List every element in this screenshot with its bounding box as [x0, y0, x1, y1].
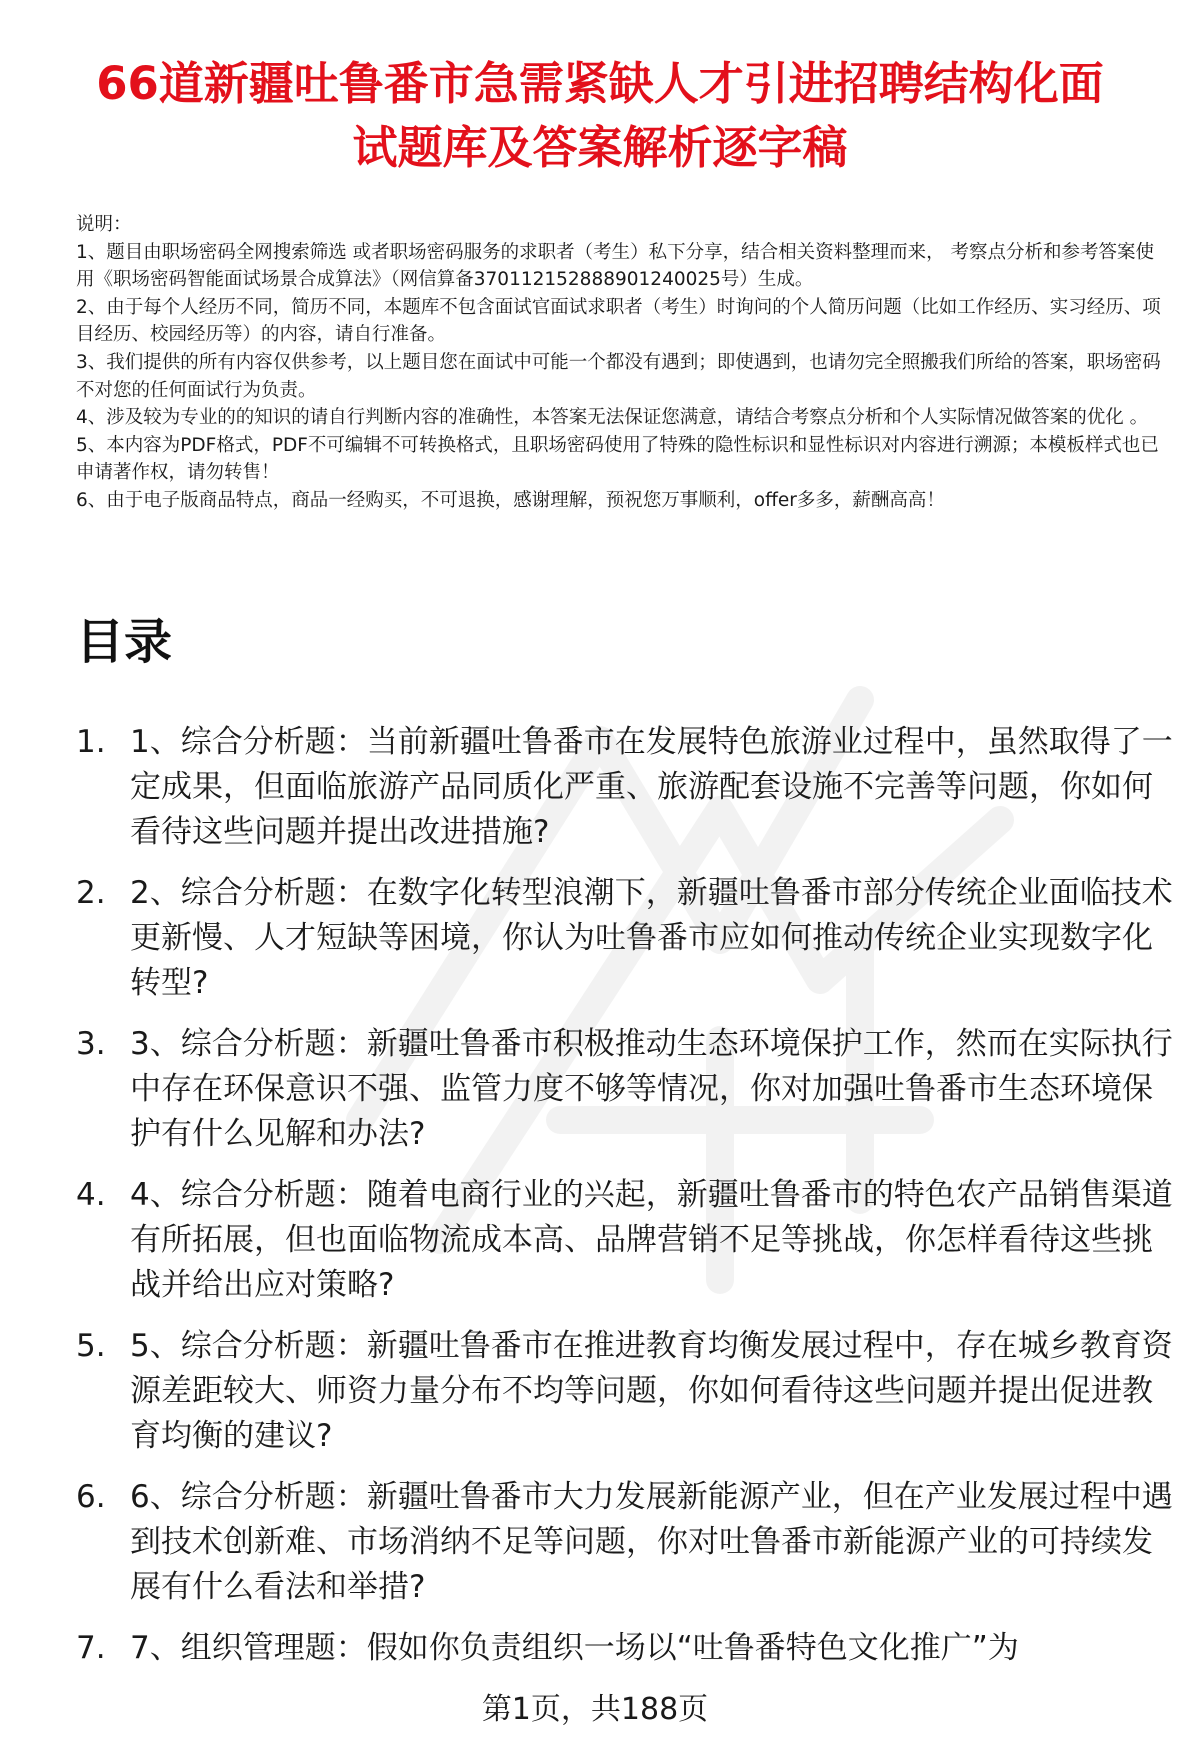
toc-item-number: 7. — [76, 1630, 106, 1666]
toc-item-link[interactable]: 4、综合分析题：随着电商行业的兴起，新疆吐鲁番市的特色农产品销售渠道有所拓展，但也面临物流成本高、品牌营销不足等挑战，你怎样看待这些挑战并给出应对策略? — [130, 1177, 1173, 1303]
toc-item-number: 6. — [76, 1479, 106, 1515]
toc-item[interactable] — [76, 1626, 1176, 1671]
toc-item-number: 5. — [76, 1328, 106, 1364]
toc-item-link[interactable]: 1、综合分析题：当前新疆吐鲁番市在发展特色旅游业过程中，虽然取得了一定成果，但面临旅游产品同质化严重、旅游配套设施不完善等问题，你如何看待这些问题并提出改进措施? — [130, 724, 1173, 850]
notes-heading: 说明： — [76, 214, 132, 235]
toc-heading: 目录 — [76, 614, 173, 670]
toc-item[interactable] — [76, 720, 1176, 855]
toc-item-number: 4. — [76, 1177, 106, 1213]
toc-item-link[interactable]: 6、综合分析题：新疆吐鲁番市大力发展新能源产业，但在产业发展过程中遇到技术创新难、市场消纳不足等问题，你对吐鲁番市新能源产业的可持续发展有什么看法和举措? — [130, 1479, 1173, 1605]
note-item: 6、由于电子版商品特点，商品一经购买，不可退换，感谢理解，预祝您万事顺利，offer多多，薪酬高高！ — [76, 489, 945, 511]
toc-item-link[interactable]: 3、综合分析题：新疆吐鲁番市积极推动生态环境保护工作，然而在实际执行中存在环保意识不强、监管力度不够等情况，你对加强吐鲁番市生态环境保护有什么见解和办法? — [130, 1026, 1173, 1152]
note-item: 5、本内容为PDF格式，PDF不可编辑不可转换格式，且职场密码使用了特殊的隐性标识和显性标识对内容进行溯源；本模板样式也已申请著作权，请勿转售！ — [76, 434, 1159, 484]
toc-item[interactable] — [76, 1173, 1176, 1308]
toc-item[interactable] — [76, 871, 1176, 1006]
note-item: 3、我们提供的所有内容仅供参考，以上题目您在面试中可能一个都没有遇到；即使遇到，也请勿完全照搬我们所给的答案，职场密码不对您的任何面试行为负责。 — [76, 351, 1161, 401]
note-item: 4、涉及较为专业的的知识的请自行判断内容的准确性，本答案无法保证您满意，请结合考察点分析和个人实际情况做答案的优化 。 — [76, 407, 1149, 429]
toc-item[interactable] — [76, 1022, 1176, 1157]
toc-list — [76, 720, 1176, 1687]
toc-item-link[interactable]: 2、综合分析题：在数字化转型浪潮下，新疆吐鲁番市部分传统企业面临技术更新慢、人才短缺等困境，你认为吐鲁番市应如何推动传统企业实现数字化转型? — [130, 875, 1173, 1001]
notes-section — [76, 211, 1166, 515]
toc-item[interactable] — [76, 1475, 1176, 1610]
toc-item[interactable] — [76, 1324, 1176, 1459]
page-footer: 第1页，共188页 — [481, 1692, 709, 1727]
toc-item-number: 3. — [76, 1026, 106, 1062]
toc-item-number: 2. — [76, 875, 106, 911]
toc-item-link[interactable]: 7、组织管理题：假如你负责组织一场以“吐鲁番特色文化推广”为 — [130, 1630, 1019, 1666]
note-item: 1、题目由职场密码全网搜索筛选 或者职场密码服务的求职者（考生）私下分享，结合相关资料整理而来， 考察点分析和参考答案使用《职场密码智能面试场景合成算法》（网信算备370112152888901240025号）生成。 — [76, 241, 1155, 291]
note-item: 2、由于每个人经历不同，简历不同，本题库不包含面试官面试求职者（考生）时询问的个人简历问题（比如工作经历、实习经历、项目经历、校园经历等）的内容，请自行准备。 — [76, 296, 1161, 346]
toc-item-link[interactable]: 5、综合分析题：新疆吐鲁番市在推进教育均衡发展过程中，存在城乡教育资源差距较大、师资力量分布不均等问题，你如何看待这些问题并提出促进教育均衡的建议? — [130, 1328, 1173, 1454]
document-title: 66道新疆吐鲁番市急需紧缺人才引进招聘结构化面试题库及答案解析逐字稿 — [96, 57, 1104, 174]
toc-item-number: 1. — [76, 724, 106, 760]
